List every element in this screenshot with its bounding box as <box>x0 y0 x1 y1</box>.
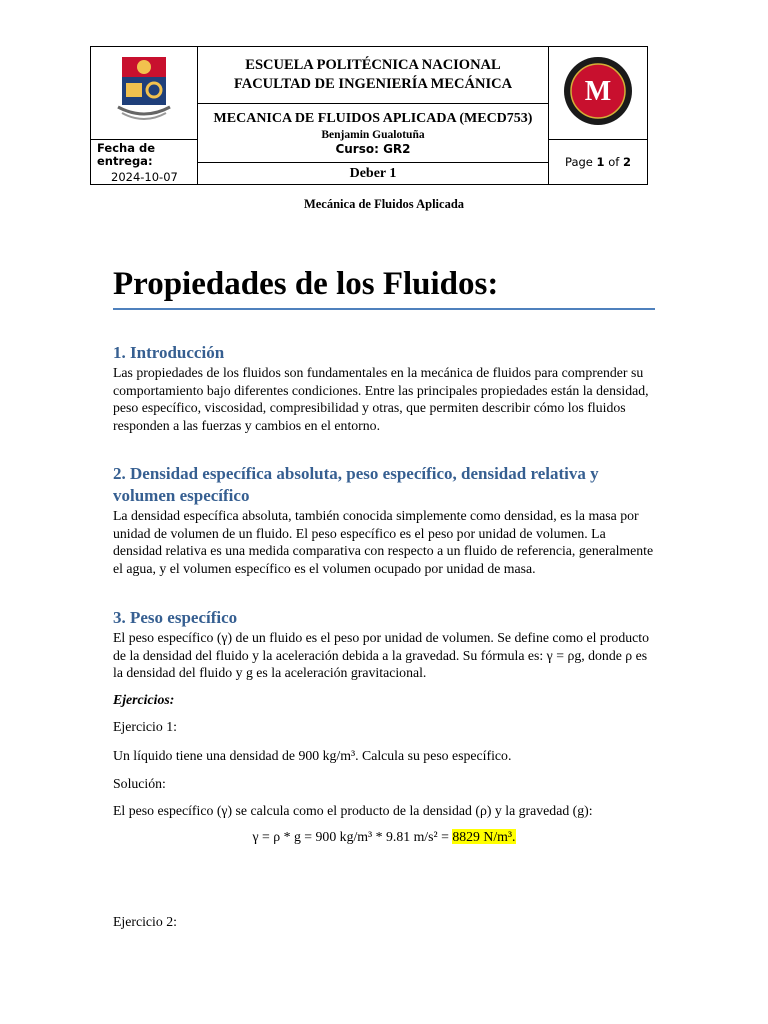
page-title: Propiedades de los Fluidos: <box>113 262 655 310</box>
exercises-label: Ejercicios: <box>113 692 175 707</box>
section-heading: 2. Densidad específica absoluta, peso específico, densidad relativa y volumen específico <box>113 464 599 505</box>
section-heading: 1. Introducción <box>113 343 225 362</box>
page-of: of <box>608 155 620 169</box>
faculty-logo-cell <box>549 47 648 140</box>
author-name: Benjamin Gualotuña <box>321 128 425 141</box>
exercise-1-title: Ejercicio 1: <box>113 719 177 734</box>
page-current: 1 <box>596 155 605 169</box>
document-subtitle: Mecánica de Fluidos Aplicada <box>303 197 465 211</box>
formula-result: 8829 N/m³. <box>452 829 516 844</box>
section-heading: 3. Peso específico <box>113 608 238 627</box>
faculty-logo-icon <box>562 55 634 127</box>
course-cell <box>198 104 549 163</box>
faculty-logo-letter: M <box>584 75 612 107</box>
faculty-name: FACULTAD DE INGENIERÍA MECÁNICA <box>233 76 513 92</box>
delivery-date-label: Fecha de entrega: <box>97 141 155 168</box>
delivery-date-value: 2024-10-07 <box>111 170 178 184</box>
page-total: 2 <box>622 155 631 169</box>
page-word: Page <box>565 155 593 169</box>
section-density <box>113 463 655 577</box>
assignment-cell: Deber 1 <box>198 163 549 185</box>
solution-text: El peso específico (γ) se calcula como el producto de la densidad (ρ) y la gravedad (g): <box>113 803 593 818</box>
page-number-cell <box>549 140 648 185</box>
section-body: Las propiedades de los fluidos son fundamentales en la mecánica de fluidos para comprender su comportamiento bajo diferentes condiciones. Entre las principales propiedades están la densidad, peso específico, viscosidad, compresibilidad y otras, que permiten describir cómo los fluidos responden a las fuerzas y cambios en el entorno. <box>113 365 649 433</box>
solution-label: Solución: <box>113 776 166 791</box>
section-specific-weight <box>113 607 655 682</box>
solution-formula <box>0 829 768 845</box>
header-table <box>90 46 648 185</box>
epn-logo-cell <box>91 47 198 140</box>
exercise-2-title: Ejercicio 2: <box>113 914 177 929</box>
delivery-date-cell <box>91 140 198 185</box>
formula-expression: γ = ρ * g = 900 kg/m³ * 9.81 m/s² = <box>252 829 453 844</box>
exercise-1-statement: Un líquido tiene una densidad de 900 kg/m³. Calcula su peso específico. <box>113 748 512 763</box>
epn-logo-icon <box>114 55 174 127</box>
course-group: Curso: GR2 <box>335 141 411 156</box>
course-name: MECANICA DE FLUIDOS APLICADA (MECD753) <box>213 110 533 126</box>
section-body: La densidad específica absoluta, también conocida simplemente como densidad, es la masa por unidad de volumen de un fluido. El peso específico es el peso por unidad de volumen. La densidad relativa es una medida comparativa con respecto a un fluido de referencia, generalmente el agua, y el volumen específico es el volumen ocupado por unidad de masa. <box>113 508 654 576</box>
institution-name: ESCUELA POLITÉCNICA NACIONAL <box>245 57 501 73</box>
institution-cell <box>198 47 549 104</box>
section-introduction <box>113 342 655 434</box>
section-body: El peso específico (γ) de un fluido es el peso por unidad de volumen. Se define como el producto de la densidad del fluido y la aceleración debida a la gravedad. Su fórmula es: γ = ρg, donde ρ es la densidad del fluido y g es la aceleración gravitacional. <box>113 630 649 681</box>
